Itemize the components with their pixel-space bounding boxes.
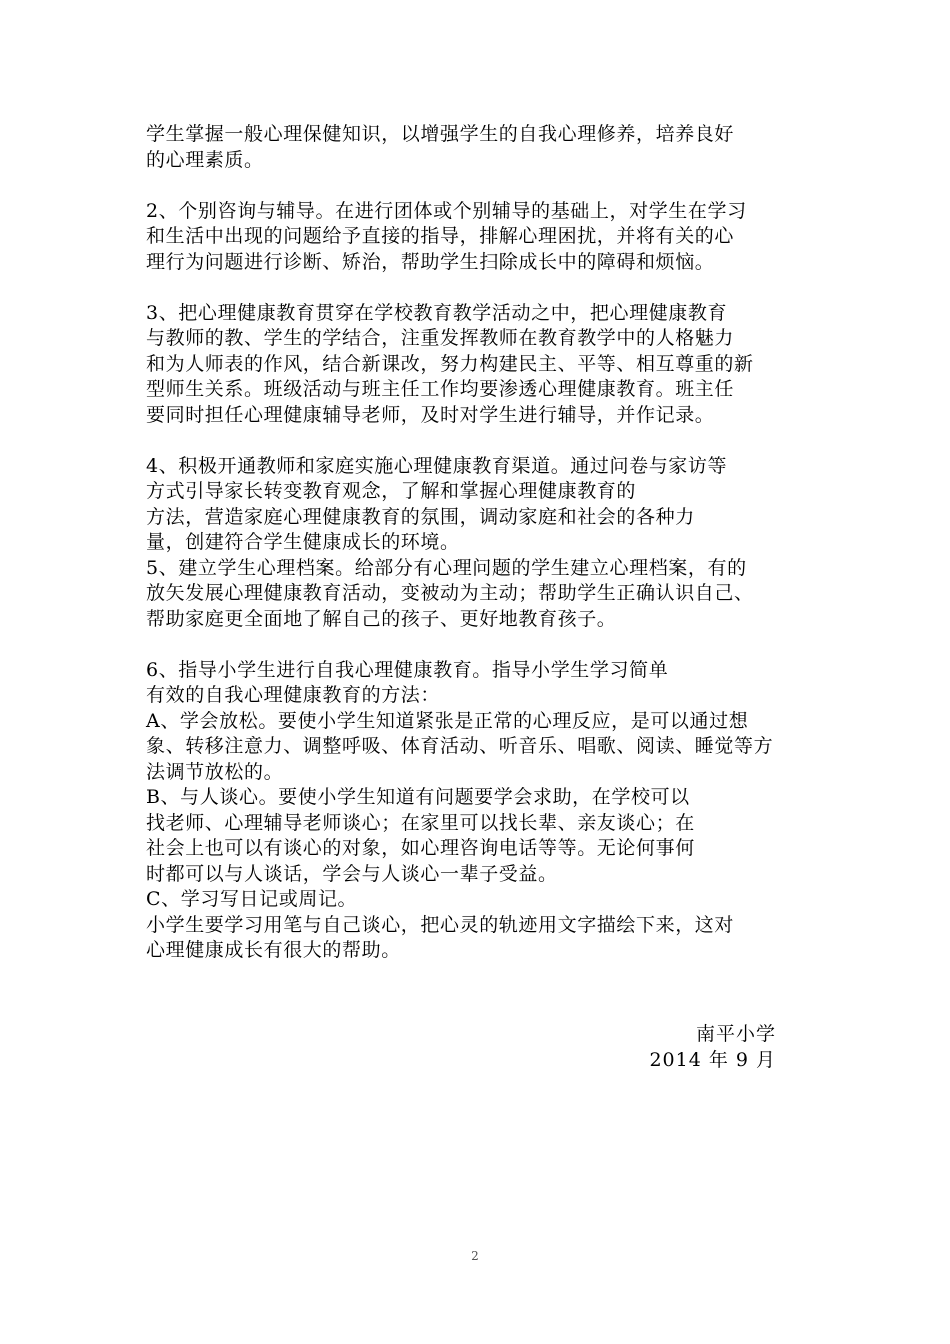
text-line: 方法，营造家庭心理健康教育的氛围，调动家庭和社会的各种力: [146, 505, 695, 528]
text-line: 法调节放松的。: [146, 760, 284, 783]
text-line: 与教师的教、学生的学结合，注重发挥教师在教育教学中的人格魅力: [146, 327, 735, 349]
page-number: 2: [471, 1249, 479, 1263]
paragraph-item-2: [146, 199, 836, 276]
text-line: 时都可以与人谈话，学会与人谈心一辈子受益。: [146, 862, 558, 885]
signature-block: [649, 1022, 776, 1073]
text-line: 帮助家庭更全面地了解自己的孩子、更好地教育孩子。: [146, 607, 617, 630]
text-line: 有效的自我心理健康教育的方法：: [146, 684, 441, 706]
text-line: 的心理素质。: [146, 148, 264, 171]
text-line: 放矢发展心理健康教育活动，变被动为主动；帮助学生正确认识自己、: [146, 582, 754, 604]
paragraph-item-3: [146, 301, 836, 429]
text-line: 学生掌握一般心理保健知识，以增强学生的自我心理修养，培养良好: [146, 123, 735, 145]
text-line: 5、建立学生心理档案。给部分有心理问题的学生建立心理档案，有的: [146, 556, 747, 579]
text-line: 社会上也可以有谈心的对象，如心理咨询电话等等。无论何事何: [146, 837, 695, 859]
text-line: 型师生关系。班级活动与班主任工作均要渗透心理健康教育。班主任: [146, 378, 735, 400]
text-line: 小学生要学习用笔与自己谈心，把心灵的轨迹用文字描绘下来，这对: [146, 913, 735, 936]
paragraph-intro: [146, 122, 836, 173]
text-line: 和为人师表的作风，结合新课改，努力构建民主、平等、相互尊重的新: [146, 352, 754, 375]
text-line: 3、把心理健康教育贯穿在学校教育教学活动之中，把心理健康教育: [146, 301, 728, 324]
text-line: A、学会放松。要使小学生知道紧张是正常的心理反应，是可以通过想: [146, 709, 749, 732]
text-line: C、学习写日记或周记。: [146, 888, 358, 910]
signature-date: 2014 年 9 月: [649, 1048, 776, 1071]
text-line: 心理健康成长有很大的帮助。: [146, 939, 401, 961]
text-line: 要同时担任心理健康辅导老师，及时对学生进行辅导，并作记录。: [146, 403, 715, 426]
text-line: 方式引导家长转变教育观念，了解和掌握心理健康教育的: [146, 480, 637, 502]
text-line: 象、转移注意力、调整呼吸、体育活动、听音乐、唱歌、阅读、睡觉等方: [146, 735, 774, 757]
text-line: 找老师、心理辅导老师谈心；在家里可以找长辈、亲友谈心；在: [146, 811, 695, 834]
document-body: [146, 122, 836, 964]
school-name: 南平小学: [695, 1023, 776, 1045]
text-line: 4、积极开通教师和家庭实施心理健康教育渠道。通过问卷与家访等: [146, 454, 728, 477]
text-line: B、与人谈心。要使小学生知道有问题要学会求助，在学校可以: [146, 786, 690, 808]
paragraph-item-6: [146, 658, 836, 964]
text-line: 量，创建符合学生健康成长的环境。: [146, 531, 460, 553]
text-line: 理行为问题进行诊断、矫治，帮助学生扫除成长中的障碍和烦恼。: [146, 250, 715, 273]
text-line: 6、指导小学生进行自我心理健康教育。指导小学生学习简单: [146, 658, 669, 681]
text-line: 和生活中出现的问题给予直接的指导，排解心理困扰，并将有关的心: [146, 225, 735, 247]
text-line: 2、个别咨询与辅导。在进行团体或个别辅导的基础上，对学生在学习: [146, 199, 747, 222]
paragraph-item-4-5: [146, 454, 836, 633]
